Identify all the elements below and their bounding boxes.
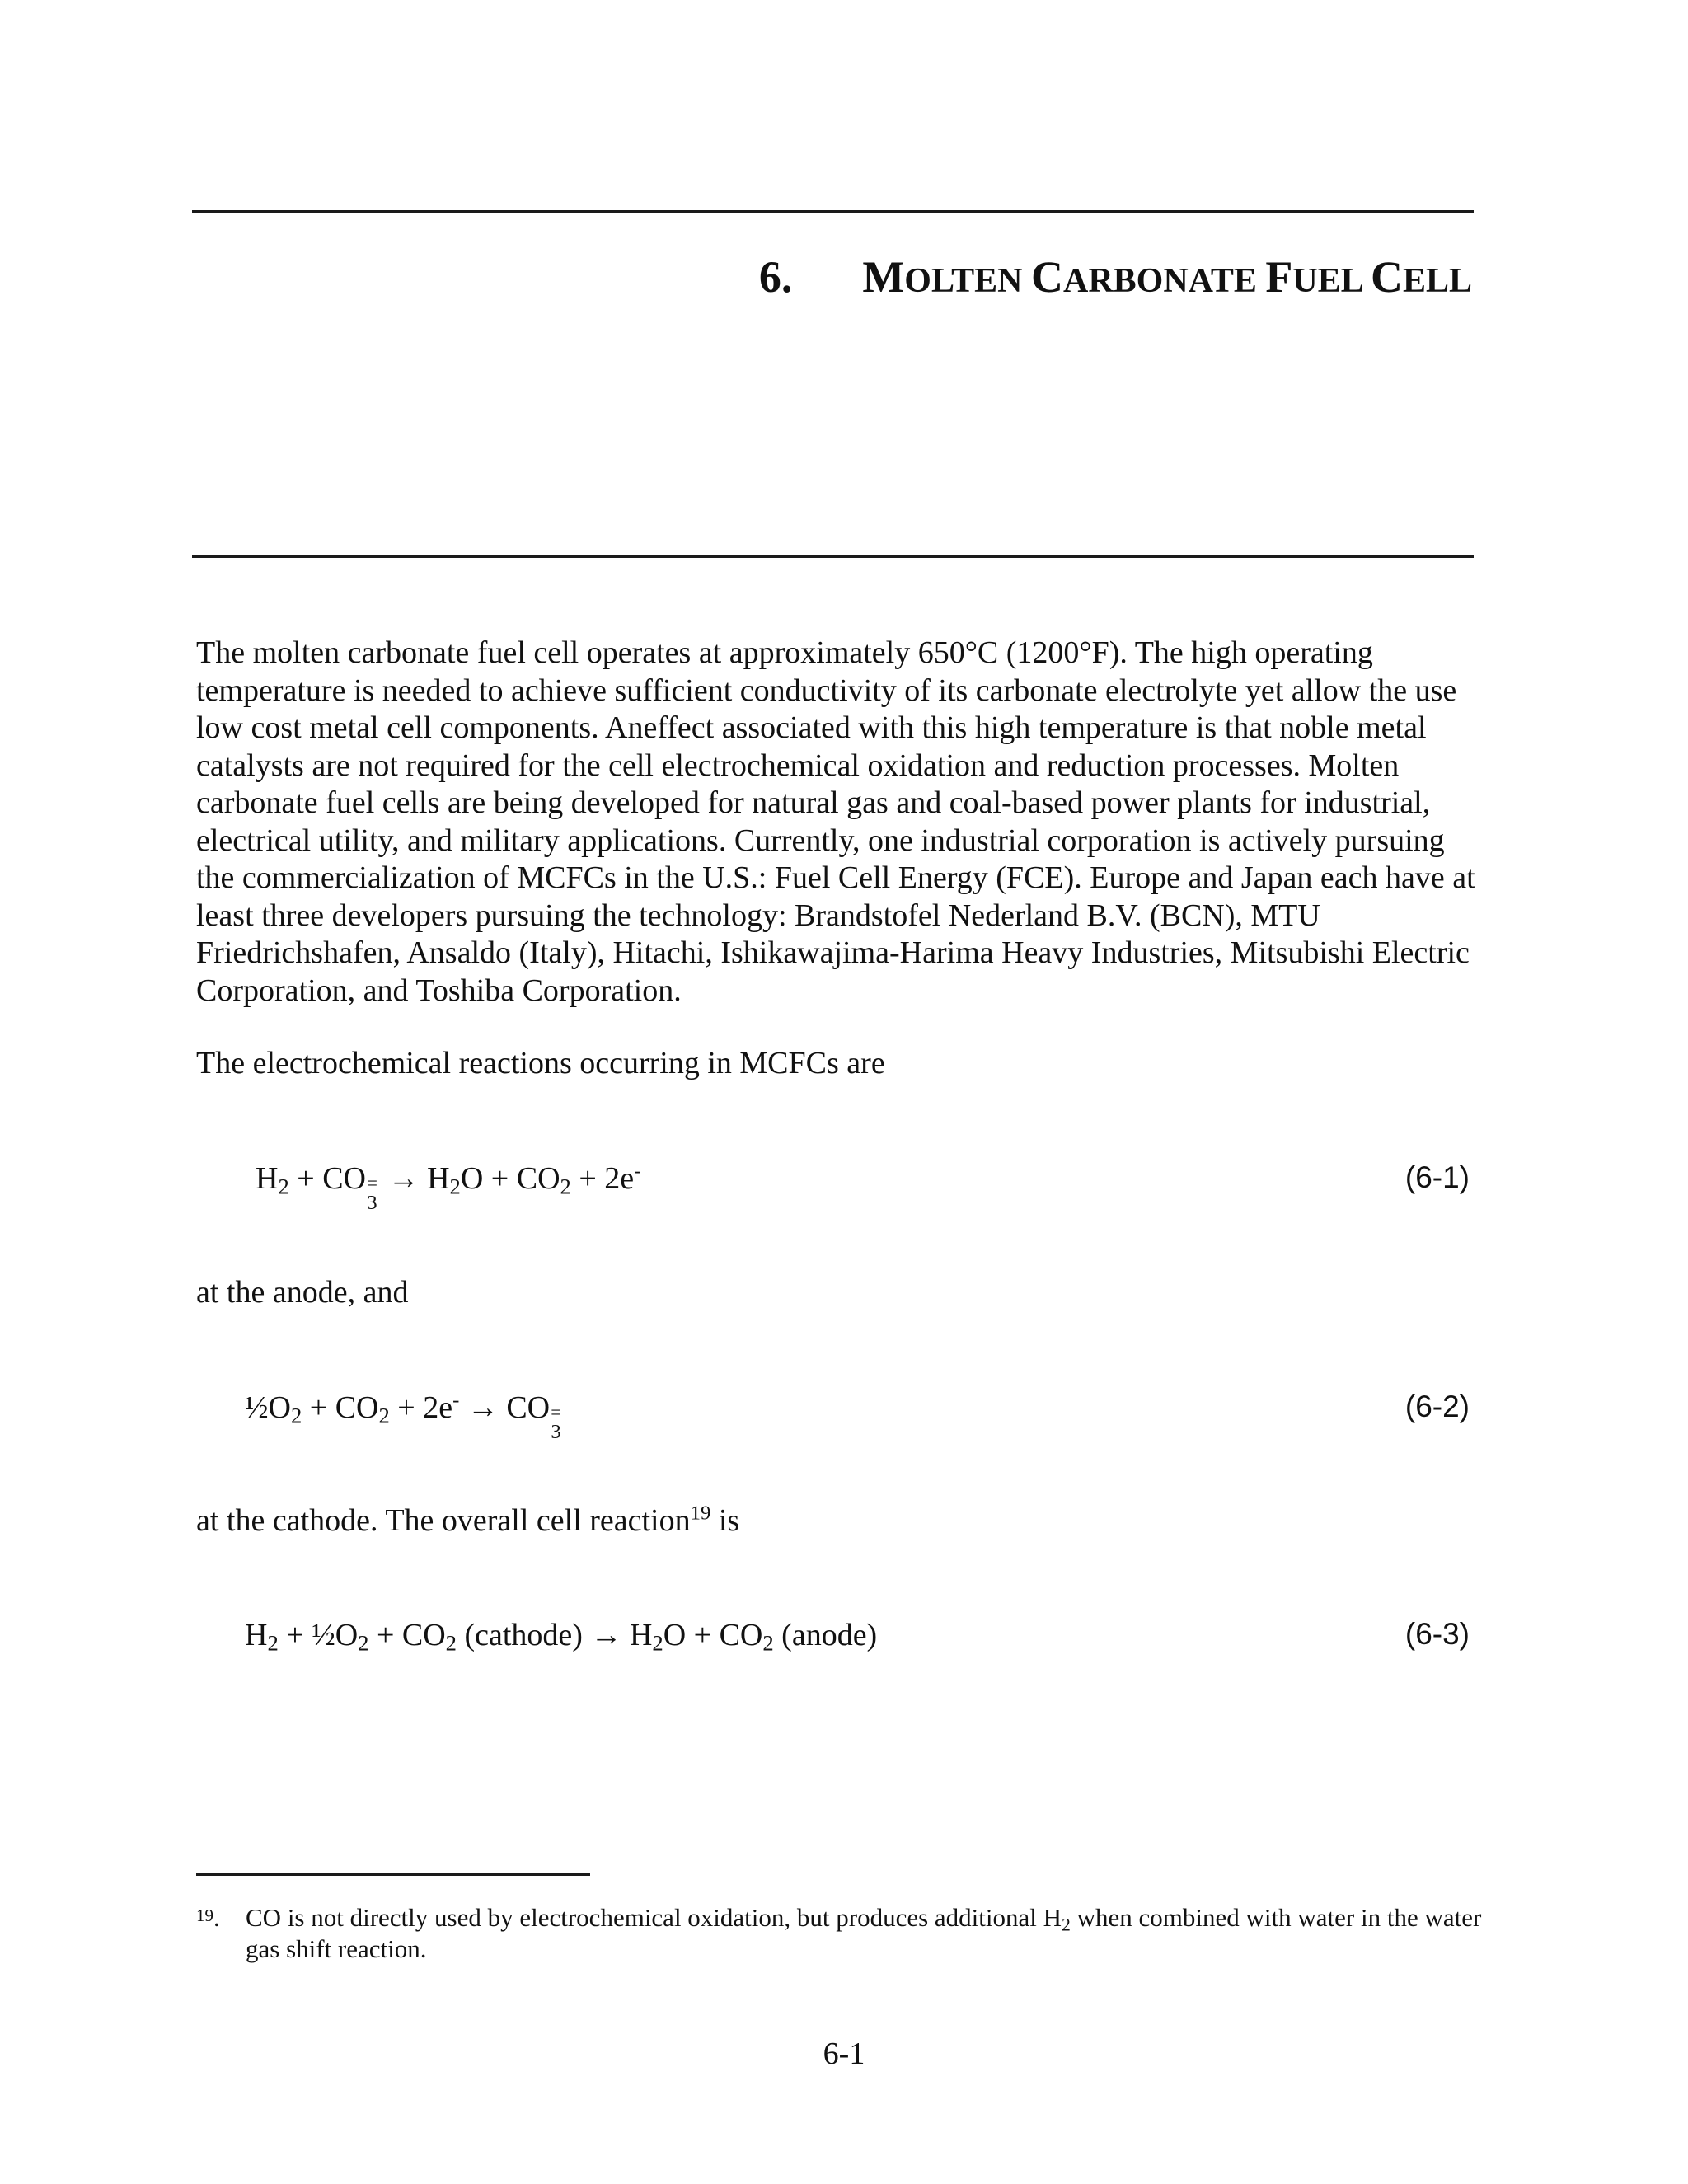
- cathode-text: at the cathode. The overall cell reaction$^{19}$ is: [196, 1502, 740, 1538]
- chapter-title-initial: F: [1265, 252, 1293, 302]
- intro-paragraph: The molten carbonate fuel cell operates at approximately 650°C (1200°F). The high operating temperature is needed to achieve sufficient conductivity of its carbonate electrolyte yet allow the use low cost metal cell components. Aneffect associated with this high temperature is that noble metal catalysts are not required for the cell electrochemical oxidation and reduction processes. Molten carbonate fuel cells are being developed for natural gas and coal-based power plants for industrial, electrical utility, and military applications. Currently, one industrial corporation is actively pursuing the commercialization of MCFCs in the U.S.: Fuel Cell Energy (FCE). Europe and Japan each have at least three developers pursuing the technology: Brandstofel Nederland B.V. (BCN), MTU Friedrichshafen, Ansaldo (Italy), Hitachi, Ishikawajima-Harima Heavy Industries, Mitsubishi Electric Corporation, and Toshiba Corporation.: [196, 635, 1475, 1008]
- chapter-title-initial: C: [1370, 252, 1403, 302]
- chapter-title-smallcaps: ELL: [1402, 262, 1472, 300]
- chapter-heading: [759, 251, 1472, 302]
- equation-number: (6-1): [1404, 1160, 1470, 1194]
- footnote-reference: 19: [690, 1502, 711, 1525]
- footnote-separator: [196, 1873, 590, 1876]
- equation-cathode: $\frac{1}{2}O_2 + CO_2 + 2e^-$ → CO = 3: [245, 1389, 562, 1443]
- equation-anode: $H_2$ + CO = 3 → $H_2O + CO_2 + 2e^-$: [256, 1160, 641, 1214]
- chapter-title-initial: M: [862, 252, 905, 302]
- equation-number: (6-3): [1404, 1617, 1470, 1651]
- equation-number: (6-2): [1404, 1390, 1470, 1423]
- header-rule-top: [192, 210, 1474, 213]
- chapter-number: 6.: [758, 252, 793, 302]
- footnote-text: CO is not directly used by electrochemical oxidation, but produces additional $H_2$ when combined with water in the water gas shift reaction.: [246, 1903, 1482, 1963]
- anode-text: at the anode, and: [196, 1275, 409, 1310]
- chapter-title: [862, 251, 1472, 302]
- page-number: 6-1: [823, 2036, 865, 2071]
- footnote-mark: 19.: [196, 1903, 220, 1932]
- reactions-intro-text: The electrochemical reactions occurring in MCFCs are: [196, 1046, 885, 1080]
- chapter-title-initial: C: [1030, 252, 1063, 302]
- header-rule-bottom: [192, 555, 1474, 558]
- chapter-title-smallcaps: OLTEN: [904, 262, 1031, 300]
- chapter-title-smallcaps: ARBONATE: [1062, 262, 1266, 300]
- equation-overall: $H_2$ + $\frac{1}{2}O_2 + CO_2$ (cathode) → $H_2O + CO_2$ (anode): [245, 1618, 878, 1656]
- chapter-title-smallcaps: UEL: [1292, 262, 1371, 300]
